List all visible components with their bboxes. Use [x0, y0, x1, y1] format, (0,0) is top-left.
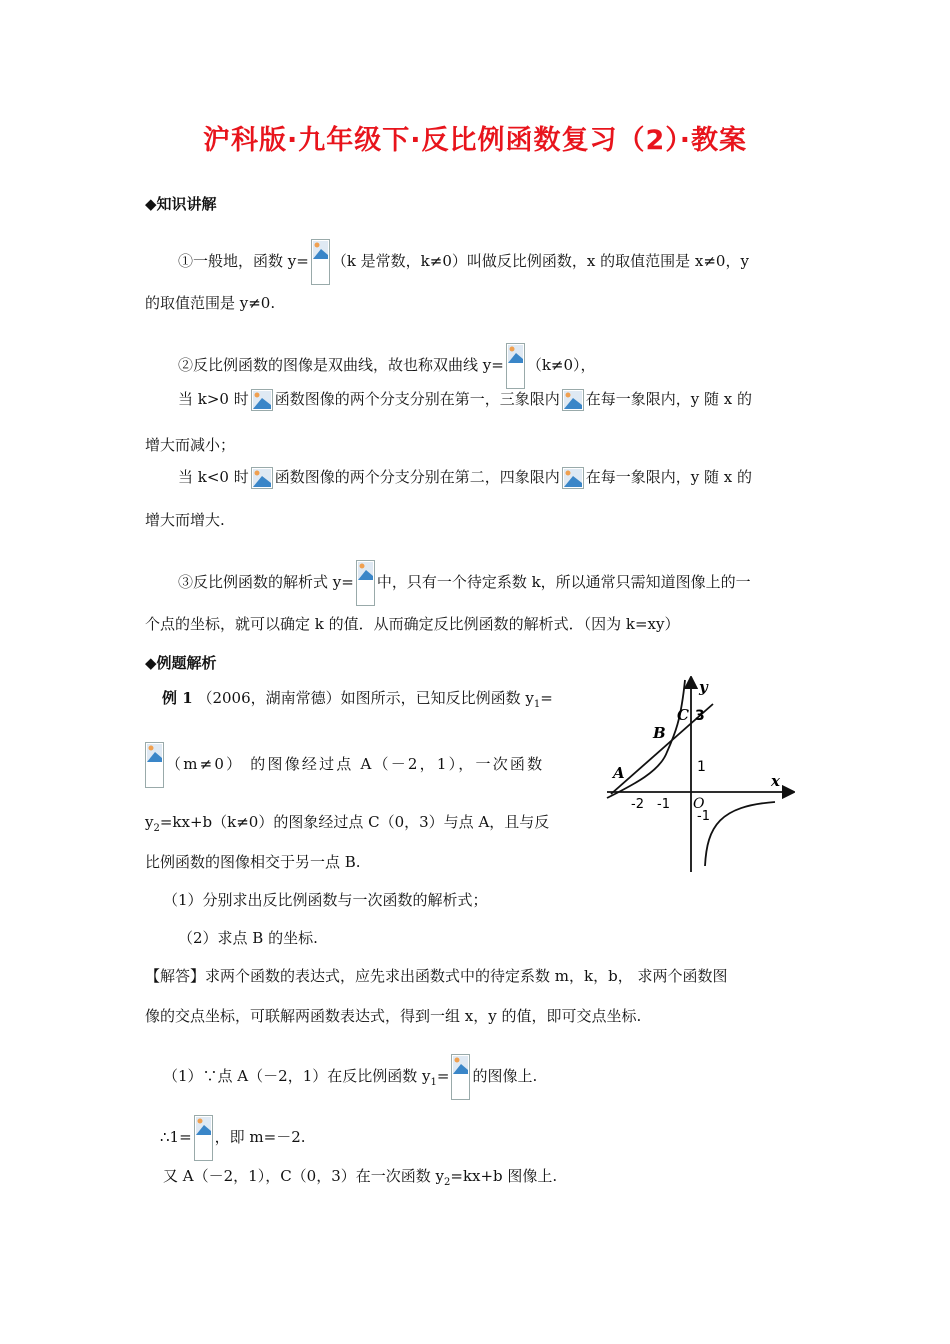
subscript: 2: [153, 823, 160, 834]
solution-step-2: [160, 1115, 306, 1161]
formula-image-icon: [562, 467, 584, 489]
subscript: 1: [533, 699, 541, 710]
tick-x-minus-1: -1: [657, 797, 670, 812]
formula-image-icon: [562, 389, 584, 411]
text: =: [540, 689, 553, 707]
formula-image-icon: [251, 467, 273, 489]
text: （1）∵点 A（－2，1）在反比例函数 y: [163, 1067, 431, 1085]
paragraph-1-line-2: 的取值范围是 y≠0.: [145, 294, 276, 312]
text: 的图像上.: [472, 1067, 538, 1085]
answer-line-2: 像的交点坐标，可联解两函数表达式，得到一组 x，y 的值，即可交点坐标.: [145, 1007, 642, 1025]
text: 函数图像的两个分支分别在第一，三象限内: [274, 390, 560, 408]
text: ①一般地，函数 y=: [178, 252, 309, 270]
text: =kx+b（k≠0）的图象经过点 C（0，3）与点 A，且与反: [159, 813, 550, 831]
paragraph-1-line-1: [178, 239, 749, 285]
paragraph-3-line-1: [178, 389, 752, 411]
question-1: （1）分别求出反比例函数与一次函数的解析式；: [163, 891, 488, 909]
text: 中，只有一个待定系数 k，所以通常只需知道图像上的一: [376, 573, 751, 591]
paragraph-4-line-1: [178, 467, 752, 489]
subscript: 2: [444, 1177, 451, 1188]
text: （2006，湖南常德）如图所示，已知反比例函数 y: [197, 689, 534, 707]
text: =kx+b 图像上.: [450, 1167, 558, 1185]
text: （m≠0） 的图像经过点 A（－2，1），一次函数: [166, 755, 545, 773]
text: 当 k<0 时: [178, 468, 249, 486]
text: ③反比例函数的解析式 y=: [178, 573, 354, 591]
answer-line-1: [145, 966, 727, 986]
paragraph-5-line-1: [178, 560, 751, 606]
text: 在每一象限内，y 随 x 的: [585, 468, 753, 486]
x-axis-label: x: [771, 772, 780, 790]
text: （k 是常数，k≠0）叫做反比例函数，x 的取值范围是 x≠0，y: [331, 252, 749, 270]
text: =: [436, 1067, 450, 1085]
point-b-label: B: [653, 724, 666, 742]
text: 求两个函数的表达式，应先求出函数式中的待定系数 m，k，b， 求两个函数图: [205, 967, 728, 985]
example-label: 例 1: [162, 689, 193, 707]
tick-y-1: 1: [697, 759, 706, 775]
function-graph: [605, 676, 795, 876]
formula-image-icon: [251, 389, 273, 411]
text: 又 A（－2，1），C（0，3）在一次函数 y: [163, 1167, 444, 1185]
answer-label: 【解答】: [145, 967, 206, 985]
formula-image-icon: [506, 343, 525, 389]
section-heading-knowledge: ◆知识讲解: [145, 195, 217, 213]
text: ，即 m=－2.: [214, 1128, 306, 1146]
text: 函数图像的两个分支分别在第二，四象限内: [274, 468, 560, 486]
text: 在每一象限内，y 随 x 的: [585, 390, 753, 408]
tick-y-3: 3: [695, 708, 705, 724]
tick-x-minus-2: -2: [631, 797, 644, 812]
hyperbola-branch-4: [705, 802, 775, 866]
page-title: 沪科版·九年级下·反比例函数复习（2）·教案: [202, 125, 748, 156]
y-axis-label: y: [699, 678, 708, 696]
paragraph-4-line-2: 增大而增大.: [145, 511, 225, 529]
paragraph-3-line-2: 增大而减小；: [145, 436, 236, 454]
solution-step-1: [163, 1054, 537, 1100]
paragraph-2: [178, 343, 596, 389]
subscript: 1: [430, 1077, 437, 1088]
question-2: （2）求点 B 的坐标.: [178, 929, 318, 947]
formula-image-icon: [451, 1054, 470, 1100]
paragraph-5-line-2: 个点的坐标，就可以确定 k 的值．从而确定反比例函数的解析式．（因为 k=xy）: [145, 615, 680, 633]
formula-image-icon: [194, 1115, 213, 1161]
text: ②反比例函数的图像是双曲线，故也称双曲线 y=: [178, 356, 504, 374]
formula-image-icon: [145, 742, 164, 788]
example-1-line-2: [145, 742, 544, 788]
point-c-label: C: [677, 706, 689, 724]
text: ∴1=: [160, 1128, 192, 1146]
text: （k≠0），: [526, 356, 596, 374]
example-1-line-3: [145, 812, 549, 839]
formula-image-icon: [356, 560, 375, 606]
text: 当 k>0 时: [178, 390, 249, 408]
example-1-line-1: [162, 688, 553, 715]
solution-step-3: [163, 1166, 557, 1193]
formula-image-icon: [311, 239, 330, 285]
text: y: [145, 813, 154, 831]
example-1-line-4: 比例函数的图像相交于另一点 B.: [145, 853, 361, 871]
point-a-label: A: [613, 764, 625, 782]
origin-label: O: [693, 796, 705, 812]
section-heading-examples: ◆例题解析: [145, 654, 217, 672]
tick-y-minus-1: -1: [697, 809, 710, 824]
